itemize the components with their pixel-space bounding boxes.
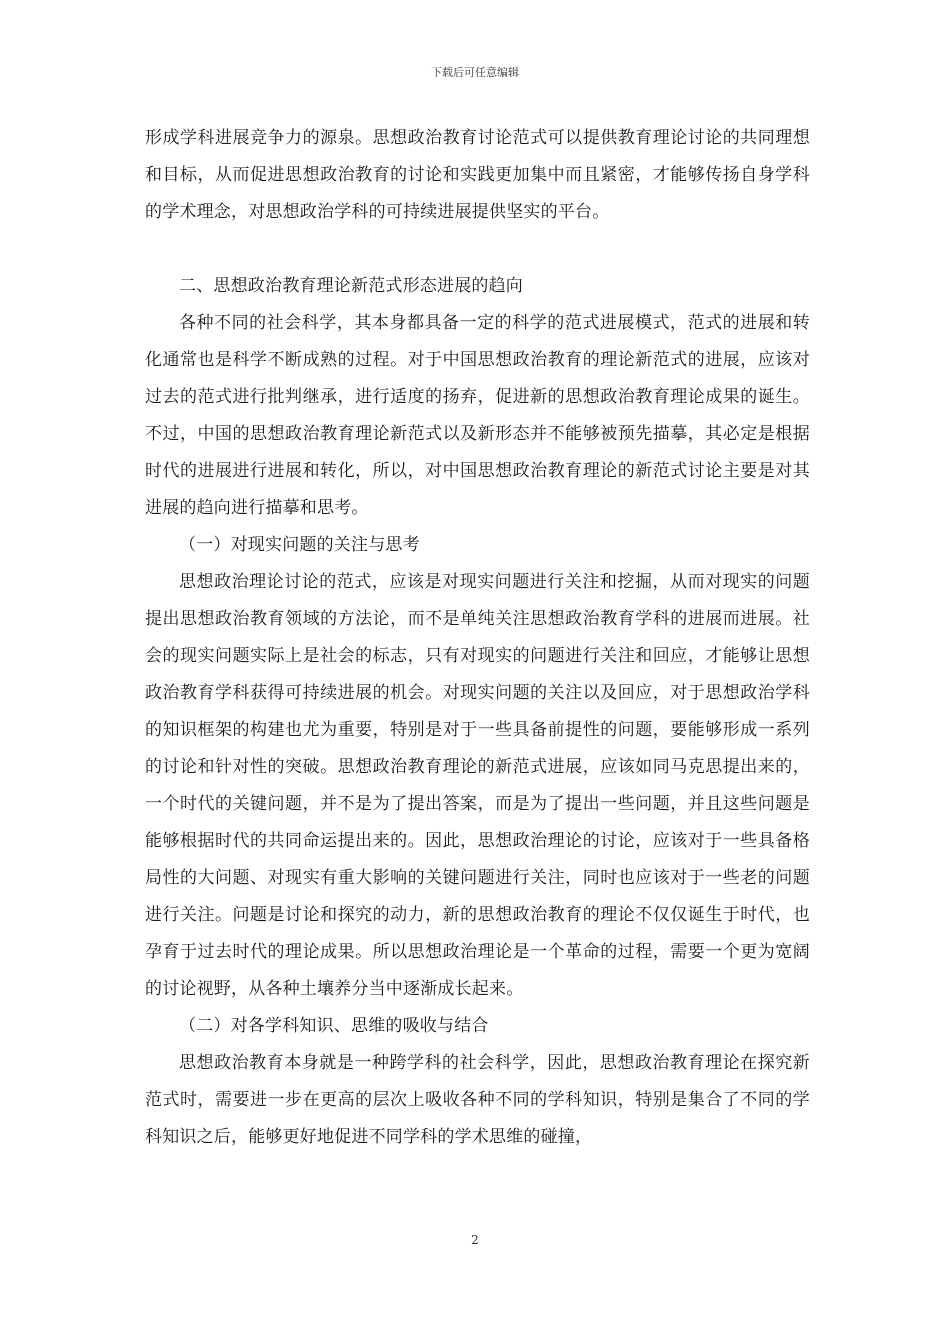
page-number: 2: [471, 1233, 479, 1247]
subsection-heading: （二）对各学科知识、思维的吸收与结合: [179, 1016, 489, 1036]
paragraph-continuation: 形成学科进展竞争力的源泉。思想政治教育讨论范式可以提供教育理论讨论的共同理想和目标，从而促进思想政治教育的讨论和实践更加集中而且紧密，才能够传扬自身学科的学术理念，对思想政治学科的可持续进展提供坚实的平台。: [145, 128, 810, 222]
section-heading: 二、思想政治教育理论新范式形态进展的趋向: [179, 276, 523, 296]
paragraph: 思想政治理论讨论的范式，应该是对现实问题进行关注和挖掘，从而对现实的问题提出思想政治教育领域的方法论，而不是单纯关注思想政治教育学科的进展而进展。社会的现实问题实际上是社会的标志，只有对现实的问题进行关注和回应，才能够让思想政治教育学科获得可持续进展的机会。对现实问题的关注以及回应，对于思想政治学科的知识框架的构建也尤为重要，特别是对于一些具备前提性的问题，要能够形成一系列的讨论和针对性的突破。思想政治教育理论的新范式进展，应该如同马克思提出来的，一个时代的关键问题，并不是为了提出答案，而是为了提出一些问题，并且这些问题是能够根据时代的共同命运提出来的。因此，思想政治理论的讨论，应该对于一些具备格局性的大问题、对现实有重大影响的关键问题进行关注，同时也应该对于一些老的问题进行关注。问题是讨论和探究的动力，新的思想政治教育的理论不仅仅诞生于时代，也孕育于过去时代的理论成果。所以思想政治理论是一个革命的过程，需要一个更为宽阔的讨论视野，从各种土壤养分当中逐渐成长起来。: [145, 572, 810, 999]
subsection-heading: （一）对现实问题的关注与思考: [179, 535, 420, 555]
document-body: [145, 120, 810, 1156]
paragraph-gap: [145, 231, 810, 268]
paragraph: 思想政治教育本身就是一种跨学科的社会科学，因此，思想政治教育理论在探究新范式时，需要进一步在更高的层次上吸收各种不同的学科知识，特别是集合了不同的学科知识之后，能够更好地促进不同学科的学术思维的碰撞，: [145, 1053, 810, 1147]
paragraph: 各种不同的社会科学，其本身都具备一定的科学的范式进展模式，范式的进展和转化通常也是科学不断成熟的过程。对于中国思想政治教育的理论新范式的进展，应该对过去的范式进行批判继承，进行适度的扬弃，促进新的思想政治教育理论成果的诞生。不过，中国的思想政治教育理论新范式以及新形态并不能够被预先描摹，其必定是根据时代的进展进行进展和转化，所以，对中国思想政治教育理论的新范式讨论主要是对其进展的趋向进行描摹和思考。: [145, 313, 810, 518]
page-header: 下载后可任意编辑: [431, 66, 519, 79]
